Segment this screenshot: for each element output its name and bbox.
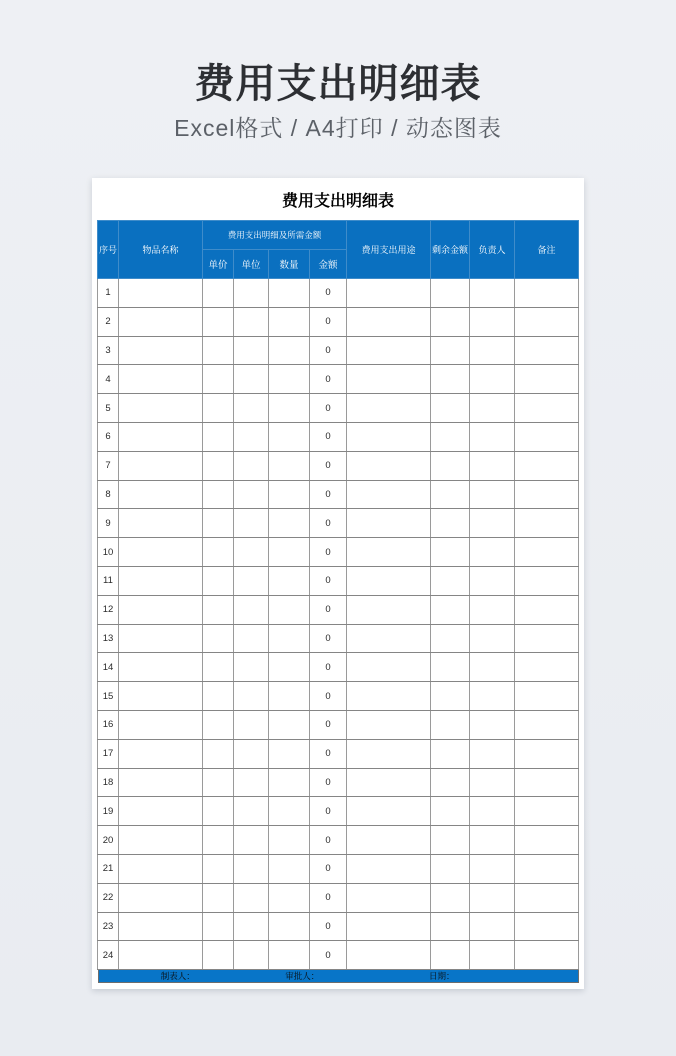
cell-seq: 6	[97, 422, 118, 451]
cell-notes	[515, 797, 579, 826]
cell-unit-price	[202, 826, 233, 855]
table-row	[97, 710, 578, 739]
cell-item	[118, 854, 202, 883]
cell-amount: 0	[309, 595, 346, 624]
cell-unit	[233, 941, 268, 970]
approver-label: 审批人：	[285, 971, 320, 982]
cell-remaining	[431, 854, 470, 883]
cell-seq: 3	[97, 336, 118, 365]
cell-item	[118, 912, 202, 941]
cell-unit-price	[202, 912, 233, 941]
table-row	[97, 941, 578, 970]
cell-item	[118, 279, 202, 308]
cell-purpose	[347, 394, 431, 423]
col-header-item: 物品名称	[118, 221, 202, 279]
cell-qty	[268, 912, 309, 941]
cell-notes	[515, 336, 579, 365]
cell-item	[118, 480, 202, 509]
cell-unit	[233, 653, 268, 682]
cell-unit-price	[202, 883, 233, 912]
spreadsheet-preview-card	[92, 178, 584, 989]
cell-qty	[268, 451, 309, 480]
cell-purpose	[347, 653, 431, 682]
cell-notes	[515, 854, 579, 883]
cell-unit	[233, 797, 268, 826]
cell-remaining	[431, 394, 470, 423]
table-row	[97, 682, 578, 711]
cell-unit-price	[202, 451, 233, 480]
page-title: 费用支出明细表	[194, 62, 482, 106]
cell-amount: 0	[309, 451, 346, 480]
cell-qty	[268, 797, 309, 826]
col-header-amount: 金额	[309, 250, 346, 279]
cell-unit	[233, 538, 268, 567]
cell-seq: 9	[97, 509, 118, 538]
cell-seq: 14	[97, 653, 118, 682]
cell-item	[118, 307, 202, 336]
table-row	[97, 538, 578, 567]
table-row	[97, 480, 578, 509]
cell-remaining	[431, 307, 470, 336]
table-body	[97, 279, 578, 970]
cell-notes	[515, 451, 579, 480]
cell-amount: 0	[309, 854, 346, 883]
cell-seq: 19	[97, 797, 118, 826]
cell-seq: 11	[97, 566, 118, 595]
cell-item	[118, 653, 202, 682]
cell-amount: 0	[309, 365, 346, 394]
cell-amount: 0	[309, 912, 346, 941]
cell-seq: 24	[97, 941, 118, 970]
cell-unit-price	[202, 422, 233, 451]
page-subtitle: Excel格式 / A4打印 / 动态图表	[174, 115, 502, 141]
cell-item	[118, 941, 202, 970]
cell-purpose	[347, 768, 431, 797]
cell-unit	[233, 451, 268, 480]
cell-remaining	[431, 509, 470, 538]
cell-notes	[515, 768, 579, 797]
table-row	[97, 595, 578, 624]
cell-remaining	[431, 336, 470, 365]
cell-qty	[268, 768, 309, 797]
cell-unit-price	[202, 768, 233, 797]
table-row	[97, 768, 578, 797]
cell-notes	[515, 595, 579, 624]
cell-unit	[233, 682, 268, 711]
cell-unit-price	[202, 797, 233, 826]
table-row	[97, 739, 578, 768]
cell-purpose	[347, 826, 431, 855]
table-row	[97, 854, 578, 883]
cell-purpose	[347, 422, 431, 451]
cell-unit-price	[202, 480, 233, 509]
cell-purpose	[347, 710, 431, 739]
table-row	[97, 451, 578, 480]
table-row	[97, 883, 578, 912]
cell-remaining	[431, 941, 470, 970]
cell-notes	[515, 279, 579, 308]
cell-item	[118, 394, 202, 423]
cell-seq: 23	[97, 912, 118, 941]
col-header-owner: 负责人	[470, 221, 515, 279]
cell-seq: 13	[97, 624, 118, 653]
cell-remaining	[431, 451, 470, 480]
cell-qty	[268, 365, 309, 394]
cell-qty	[268, 394, 309, 423]
cell-unit-price	[202, 624, 233, 653]
cell-unit	[233, 854, 268, 883]
cell-purpose	[347, 307, 431, 336]
cell-amount: 0	[309, 710, 346, 739]
preparer-label: 制表人：	[160, 971, 195, 982]
cell-item	[118, 797, 202, 826]
cell-purpose	[347, 624, 431, 653]
cell-unit	[233, 365, 268, 394]
table-row	[97, 307, 578, 336]
cell-seq: 2	[97, 307, 118, 336]
cell-owner	[470, 710, 515, 739]
cell-owner	[470, 538, 515, 567]
cell-remaining	[431, 480, 470, 509]
cell-unit-price	[202, 538, 233, 567]
cell-item	[118, 624, 202, 653]
cell-remaining	[431, 682, 470, 711]
cell-amount: 0	[309, 566, 346, 595]
cell-item	[118, 336, 202, 365]
cell-purpose	[347, 336, 431, 365]
cell-qty	[268, 941, 309, 970]
cell-purpose	[347, 941, 431, 970]
cell-notes	[515, 710, 579, 739]
cell-owner	[470, 624, 515, 653]
cell-seq: 16	[97, 710, 118, 739]
cell-purpose	[347, 682, 431, 711]
col-header-unit-price: 单价	[202, 250, 233, 279]
cell-owner	[470, 682, 515, 711]
cell-amount: 0	[309, 739, 346, 768]
cell-remaining	[431, 365, 470, 394]
cell-unit	[233, 422, 268, 451]
cell-notes	[515, 422, 579, 451]
cell-amount: 0	[309, 941, 346, 970]
cell-unit	[233, 336, 268, 365]
cell-owner	[470, 768, 515, 797]
cell-purpose	[347, 566, 431, 595]
table-row	[97, 422, 578, 451]
cell-remaining	[431, 768, 470, 797]
cell-amount: 0	[309, 768, 346, 797]
cell-qty	[268, 624, 309, 653]
cell-unit	[233, 595, 268, 624]
cell-qty	[268, 480, 309, 509]
cell-unit	[233, 394, 268, 423]
cell-amount: 0	[309, 624, 346, 653]
cell-amount: 0	[309, 336, 346, 365]
cell-notes	[515, 941, 579, 970]
cell-owner	[470, 451, 515, 480]
cell-qty	[268, 653, 309, 682]
table-row	[97, 566, 578, 595]
cell-purpose	[347, 451, 431, 480]
cell-amount: 0	[309, 653, 346, 682]
cell-unit	[233, 509, 268, 538]
col-header-qty: 数量	[268, 250, 309, 279]
cell-owner	[470, 336, 515, 365]
cell-notes	[515, 653, 579, 682]
expense-table	[97, 220, 579, 970]
cell-seq: 4	[97, 365, 118, 394]
cell-unit-price	[202, 941, 233, 970]
cell-remaining	[431, 566, 470, 595]
cell-qty	[268, 422, 309, 451]
table-row	[97, 336, 578, 365]
cell-unit-price	[202, 682, 233, 711]
cell-amount: 0	[309, 509, 346, 538]
cell-unit	[233, 624, 268, 653]
cell-remaining	[431, 739, 470, 768]
cell-qty	[268, 710, 309, 739]
cell-qty	[268, 538, 309, 567]
cell-seq: 20	[97, 826, 118, 855]
cell-owner	[470, 826, 515, 855]
cell-unit-price	[202, 653, 233, 682]
table-row	[97, 624, 578, 653]
cell-owner	[470, 883, 515, 912]
col-header-detail-group: 费用支出明细及所需金额	[202, 221, 346, 250]
cell-remaining	[431, 624, 470, 653]
cell-owner	[470, 595, 515, 624]
cell-owner	[470, 912, 515, 941]
cell-owner	[470, 509, 515, 538]
cell-purpose	[347, 883, 431, 912]
col-header-remaining: 剩余金额	[431, 221, 470, 279]
cell-purpose	[347, 912, 431, 941]
cell-item	[118, 451, 202, 480]
cell-qty	[268, 739, 309, 768]
cell-unit	[233, 768, 268, 797]
col-header-seq: 序号	[97, 221, 118, 279]
cell-amount: 0	[309, 279, 346, 308]
cell-seq: 10	[97, 538, 118, 567]
cell-notes	[515, 307, 579, 336]
cell-owner	[470, 365, 515, 394]
cell-unit-price	[202, 279, 233, 308]
cell-owner	[470, 739, 515, 768]
table-row	[97, 394, 578, 423]
cell-remaining	[431, 710, 470, 739]
cell-item	[118, 509, 202, 538]
cell-remaining	[431, 912, 470, 941]
cell-unit-price	[202, 365, 233, 394]
cell-seq: 1	[97, 279, 118, 308]
cell-purpose	[347, 279, 431, 308]
cell-unit	[233, 883, 268, 912]
cell-notes	[515, 538, 579, 567]
cell-item	[118, 682, 202, 711]
cell-qty	[268, 279, 309, 308]
cell-notes	[515, 566, 579, 595]
table-row	[97, 912, 578, 941]
cell-unit-price	[202, 307, 233, 336]
cell-purpose	[347, 854, 431, 883]
cell-amount: 0	[309, 422, 346, 451]
cell-seq: 15	[97, 682, 118, 711]
cell-amount: 0	[309, 797, 346, 826]
cell-unit-price	[202, 739, 233, 768]
cell-item	[118, 566, 202, 595]
cell-purpose	[347, 595, 431, 624]
cell-seq: 17	[97, 739, 118, 768]
cell-qty	[268, 682, 309, 711]
cell-purpose	[347, 739, 431, 768]
cell-qty	[268, 826, 309, 855]
col-header-unit: 单位	[233, 250, 268, 279]
cell-item	[118, 739, 202, 768]
cell-remaining	[431, 538, 470, 567]
cell-amount: 0	[309, 480, 346, 509]
cell-item	[118, 538, 202, 567]
cell-item	[118, 595, 202, 624]
cell-amount: 0	[309, 538, 346, 567]
cell-unit	[233, 480, 268, 509]
cell-seq: 12	[97, 595, 118, 624]
cell-unit	[233, 279, 268, 308]
cell-item	[118, 365, 202, 394]
sheet-title: 费用支出明细表	[281, 193, 394, 210]
cell-amount: 0	[309, 826, 346, 855]
table-row	[97, 653, 578, 682]
cell-owner	[470, 941, 515, 970]
cell-notes	[515, 394, 579, 423]
cell-unit	[233, 739, 268, 768]
table-row	[97, 365, 578, 394]
cell-unit	[233, 566, 268, 595]
cell-unit-price	[202, 854, 233, 883]
cell-unit	[233, 307, 268, 336]
table-row	[97, 826, 578, 855]
cell-owner	[470, 480, 515, 509]
date-label: 日期：	[429, 971, 455, 982]
cell-owner	[470, 279, 515, 308]
cell-owner	[470, 854, 515, 883]
cell-amount: 0	[309, 394, 346, 423]
cell-remaining	[431, 279, 470, 308]
cell-owner	[470, 422, 515, 451]
cell-unit-price	[202, 595, 233, 624]
table-row	[97, 509, 578, 538]
cell-remaining	[431, 826, 470, 855]
cell-notes	[515, 624, 579, 653]
cell-qty	[268, 509, 309, 538]
cell-item	[118, 710, 202, 739]
cell-seq: 18	[97, 768, 118, 797]
cell-unit-price	[202, 710, 233, 739]
cell-item	[118, 768, 202, 797]
cell-purpose	[347, 365, 431, 394]
cell-unit-price	[202, 509, 233, 538]
cell-seq: 8	[97, 480, 118, 509]
cell-qty	[268, 854, 309, 883]
cell-amount: 0	[309, 883, 346, 912]
cell-notes	[515, 682, 579, 711]
cell-owner	[470, 797, 515, 826]
cell-qty	[268, 595, 309, 624]
signature-bar	[98, 970, 579, 983]
cell-remaining	[431, 883, 470, 912]
cell-unit	[233, 912, 268, 941]
cell-seq: 5	[97, 394, 118, 423]
cell-remaining	[431, 595, 470, 624]
cell-unit-price	[202, 566, 233, 595]
cell-notes	[515, 883, 579, 912]
cell-notes	[515, 912, 579, 941]
cell-item	[118, 826, 202, 855]
cell-seq: 21	[97, 854, 118, 883]
cell-notes	[515, 509, 579, 538]
cell-qty	[268, 336, 309, 365]
cell-amount: 0	[309, 307, 346, 336]
cell-qty	[268, 883, 309, 912]
cell-unit-price	[202, 336, 233, 365]
cell-unit	[233, 826, 268, 855]
table-row	[97, 279, 578, 308]
table-header	[97, 221, 578, 279]
cell-item	[118, 422, 202, 451]
cell-notes	[515, 826, 579, 855]
cell-purpose	[347, 538, 431, 567]
cell-remaining	[431, 797, 470, 826]
col-header-purpose: 费用支出用途	[347, 221, 431, 279]
cell-remaining	[431, 422, 470, 451]
cell-owner	[470, 394, 515, 423]
cell-owner	[470, 653, 515, 682]
cell-purpose	[347, 797, 431, 826]
cell-owner	[470, 566, 515, 595]
cell-owner	[470, 307, 515, 336]
cell-purpose	[347, 509, 431, 538]
cell-amount: 0	[309, 682, 346, 711]
table-row	[97, 797, 578, 826]
cell-seq: 22	[97, 883, 118, 912]
cell-item	[118, 883, 202, 912]
col-header-notes: 备注	[515, 221, 579, 279]
cell-notes	[515, 480, 579, 509]
cell-purpose	[347, 480, 431, 509]
cell-unit-price	[202, 394, 233, 423]
cell-seq: 7	[97, 451, 118, 480]
cell-remaining	[431, 653, 470, 682]
cell-notes	[515, 739, 579, 768]
cell-qty	[268, 307, 309, 336]
cell-qty	[268, 566, 309, 595]
cell-notes	[515, 365, 579, 394]
cell-unit	[233, 710, 268, 739]
